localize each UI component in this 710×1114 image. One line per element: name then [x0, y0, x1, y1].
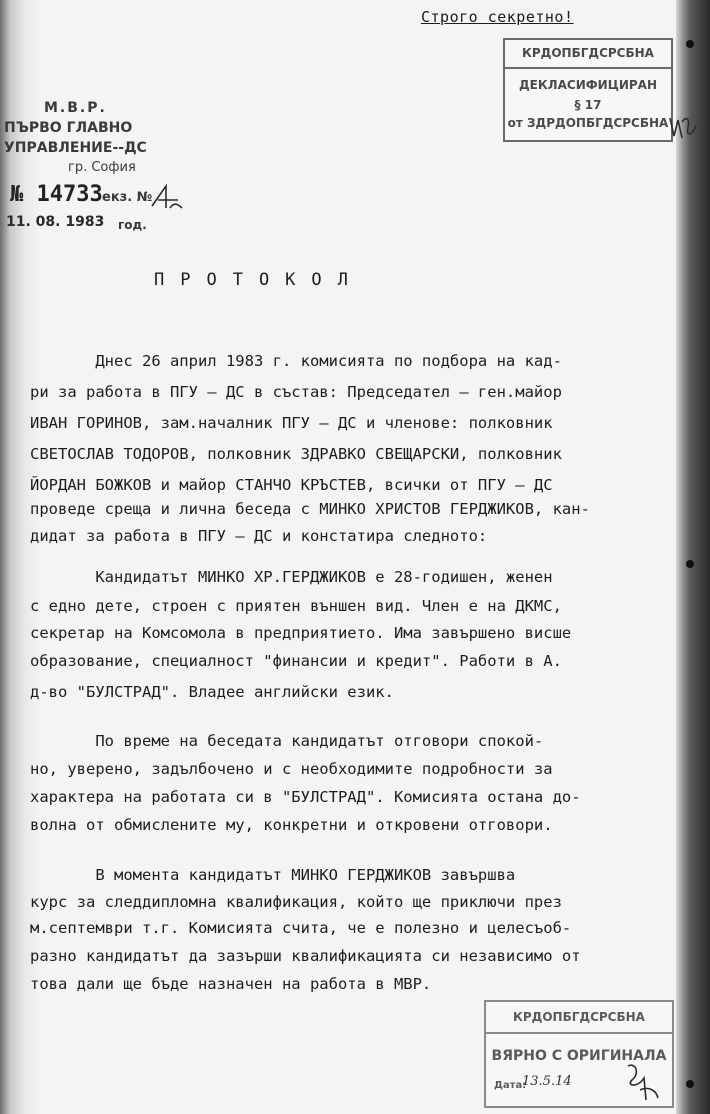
body-line: с едно дете, строен с приятен външен вид. Член е на ДКМС, [30, 597, 562, 615]
year-label: год. [118, 218, 147, 232]
department-line-2: УПРАВЛЕНИЕ--ДС [4, 140, 147, 156]
body-line: Кандидатът МИНКО ХР.ГЕРДЖИКОВ е 28-годишен, женен [30, 568, 553, 586]
top-secret-marking: Строго секретно! [421, 8, 574, 26]
binder-hole [686, 560, 694, 568]
body-line: ри за работа в ПГУ – ДС в състав: Председател – ген.майор [30, 383, 562, 401]
body-line: д-во "БУЛСТРАД". Владее английски език. [30, 683, 394, 701]
body-line: Днес 26 април 1983 г. комисията по подбора на кад- [30, 352, 562, 370]
stamp-authority: КРДОПБГДСРСБНА [522, 46, 654, 60]
stamp-date-value: 13.5.14 [522, 1074, 572, 1089]
body-line: ИВАН ГОРИНОВ, зам.началник ПГУ – ДС и членове: полковник [30, 414, 553, 432]
copy-number-label: екз. № [102, 190, 153, 205]
true-copy-stamp [484, 1000, 674, 1108]
stamp-true-copy: ВЯРНО С ОРИГИНАЛА [491, 1048, 667, 1064]
body-line: секретар на Комсомола в предприятието. Има завършено висше [30, 624, 572, 642]
body-line: По време на беседата кандидатът отговори спокой- [30, 732, 544, 750]
stamp-law: от ЗДРДОПБГДСРСБНА [507, 116, 669, 130]
body-line: но, уверено, задълбочено и с необходимите подробности за [30, 760, 553, 778]
body-line: разно кандидатът да зазърши квалификацията си независимо от [30, 947, 581, 965]
stamp-authority: КРДОПБГДСРСБНА [513, 1010, 645, 1024]
binder-edge [676, 0, 710, 1114]
body-line: волна от обмислените му, конкретни и откровени отговори. [30, 816, 553, 834]
registry-header-stamp [0, 98, 190, 238]
binder-hole [686, 1080, 694, 1088]
department-line-1: ПЪРВО ГЛАВНО [4, 120, 133, 136]
body-line: характера на работата си в "БУЛСТРАД". Комисията остана до- [30, 788, 581, 806]
stamp-divider [505, 67, 671, 69]
ministry-label: М.В.Р. [44, 100, 107, 116]
stamp-divider [486, 1032, 672, 1034]
body-line: СВЕТОСЛАВ ТОДОРОВ, полковник ЗДРАВКО СВЕЩАРСКИ, полковник [30, 445, 562, 463]
body-line: ЙОРДАН БОЖКОВ и майор СТАНЧО КРЪСТЕВ, всички от ПГУ – ДС [30, 476, 553, 494]
body-line: курс за следдипломна квалификация, който ще приключи през [30, 893, 562, 911]
copy-number-handwritten [148, 182, 184, 212]
registration-date: 11. 08. 1983 [6, 214, 105, 230]
declassified-stamp [503, 38, 673, 142]
document-title: ПРОТОКОЛ [154, 270, 364, 290]
stamp-date-label: Дата: [494, 1080, 527, 1091]
initials-signature-top [668, 112, 698, 142]
body-line: м.септември т.г. Комисията счита, че е полезно и целесъоб- [30, 919, 572, 937]
binder-hole [686, 40, 694, 48]
stamp-declassified: ДЕКЛАСИФИЦИРАН [518, 78, 658, 92]
body-line: дидат за работа в ПГУ – ДС и констатира следното: [30, 527, 488, 545]
body-line: В момента кандидатът МИНКО ГЕРДЖИКОВ завършва [30, 866, 516, 884]
city-label: гр. София [68, 160, 136, 175]
stamp-section: § 17 [574, 98, 602, 112]
verification-signature [622, 1060, 662, 1104]
body-line: образование, специалност "финансии и кредит". Работи в А. [30, 652, 562, 670]
registration-number: № 14733 [10, 182, 103, 207]
body-line: проведе среща и лична беседа с МИНКО ХРИСТОВ ГЕРДЖИКОВ, кан- [30, 500, 590, 518]
body-line: това дали ще бъде назначен на работа в МВР. [30, 975, 432, 993]
